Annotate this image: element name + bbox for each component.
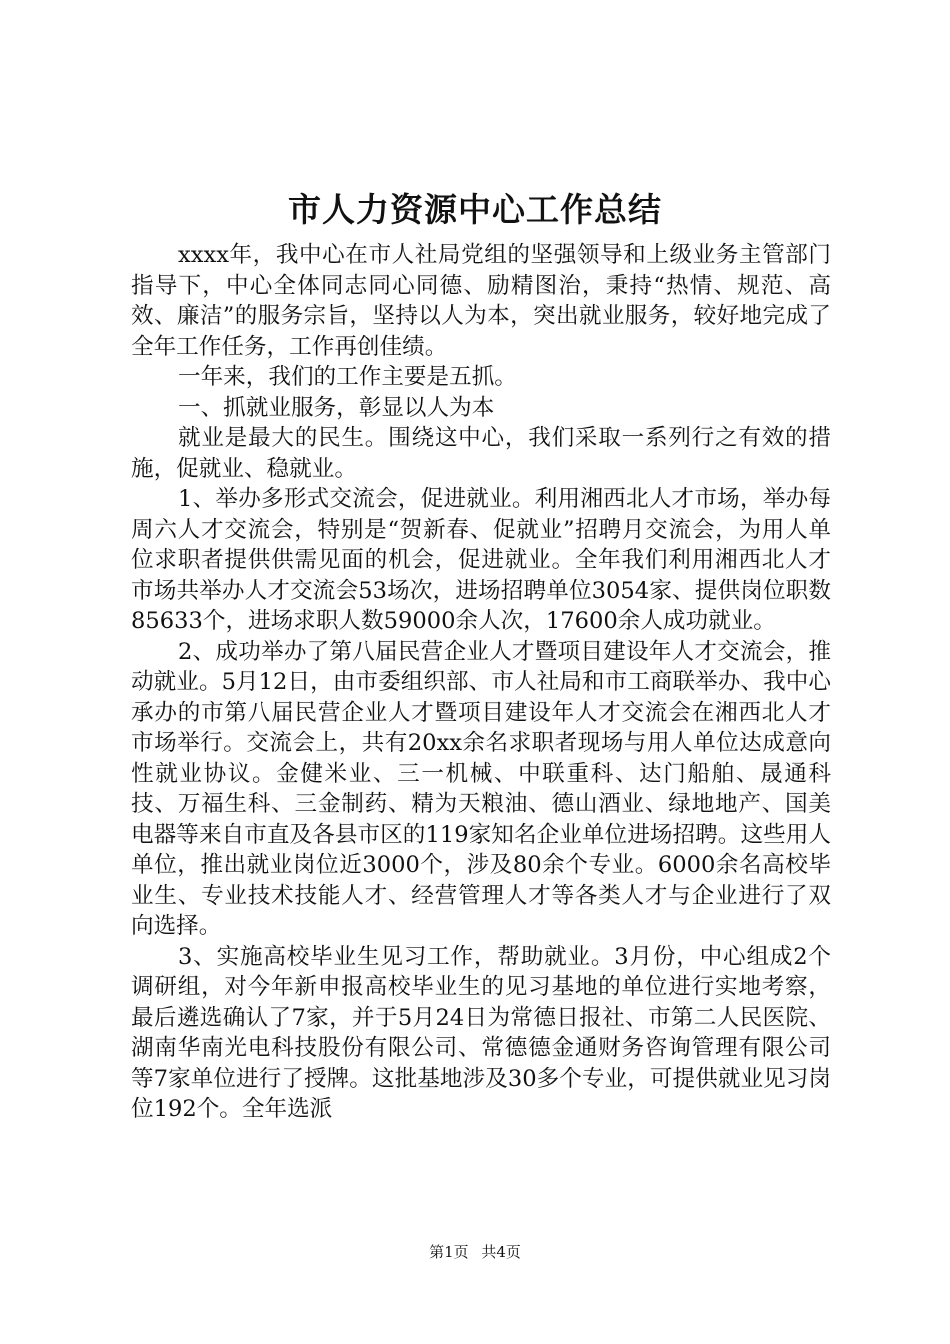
paragraph-overview: 一年来，我们的工作主要是五抓。 — [178, 364, 517, 390]
page-number: 第1页 — [429, 1243, 469, 1261]
paragraph-employment: 就业是最大的民生。围绕这中心，我们采取一系列行之有效的措施，促就业、稳就业。 — [131, 425, 831, 482]
section-heading: 一、抓就业服务，彰显以人为本 — [178, 394, 495, 421]
paragraph-item-1: 1、举办多形式交流会，促进就业。利用湘西北人才市场，举办每周六人才交流会，特别是“贺新春、促就业”招聘月交流会，为用人单位求职者提供供需见面的机会，促进就业。全年我们利用湘西北人才市场共举办人才交流会53场次，进场招聘单位3054家、提供岗位职数85633个，进场求职人数59000余人次，17600余人成功就业。 — [131, 486, 831, 634]
page-count: 共4页 — [481, 1243, 521, 1261]
document-title: 市人力资源中心工作总结 — [288, 190, 662, 229]
document-body — [131, 240, 831, 1125]
paragraph-item-2: 2、成功举办了第八届民营企业人才暨项目建设年人才交流会，推动就业。5月12日，由市委组织部、市人社局和市工商联举办、我中心承办的市第八届民营企业人才暨项目建设年人才交流会在湘西北人才市场举行。交流会上，共有20xx余名求职者现场与用人单位达成意向性就业协议。金健米业、三一机械、中联重科、达门船舶、晟通科技、万福生科、三金制药、精为天粮油、德山酒业、绿地地产、国美电器等来自市直及各县市区的119家知名企业单位进场招聘。这些用人单位，推出就业岗位近3000个，涉及80余个专业。6000余名高校毕业生、专业技术技能人才、经营管理人才等各类人才与企业进行了双向选择。 — [131, 638, 831, 939]
paragraph-item-3: 3、实施高校毕业生见习工作，帮助就业。3月份，中心组成2个调研组，对今年新申报高校毕业生的见习基地的单位进行实地考察，最后遴选确认了7家，并于5月24日为常德日报社、市第二人民医院、湖南华南光电科技股份有限公司、常德德金通财务咨询管理有限公司等7家单位进行了授牌。这批基地涉及30多个专业，可提供就业见习岗位192个。全年选派 — [131, 943, 831, 1122]
page-footer — [0, 1240, 950, 1264]
paragraph-intro: xxxx年，我中心在市人社局党组的坚强领导和上级业务主管部门指导下，中心全体同志同心同德、励精图治，秉持“热情、规范、高效、廉洁”的服务宗旨，坚持以人为本，突出就业服务，较好地完成了全年工作任务，工作再创佳绩。 — [131, 242, 831, 360]
